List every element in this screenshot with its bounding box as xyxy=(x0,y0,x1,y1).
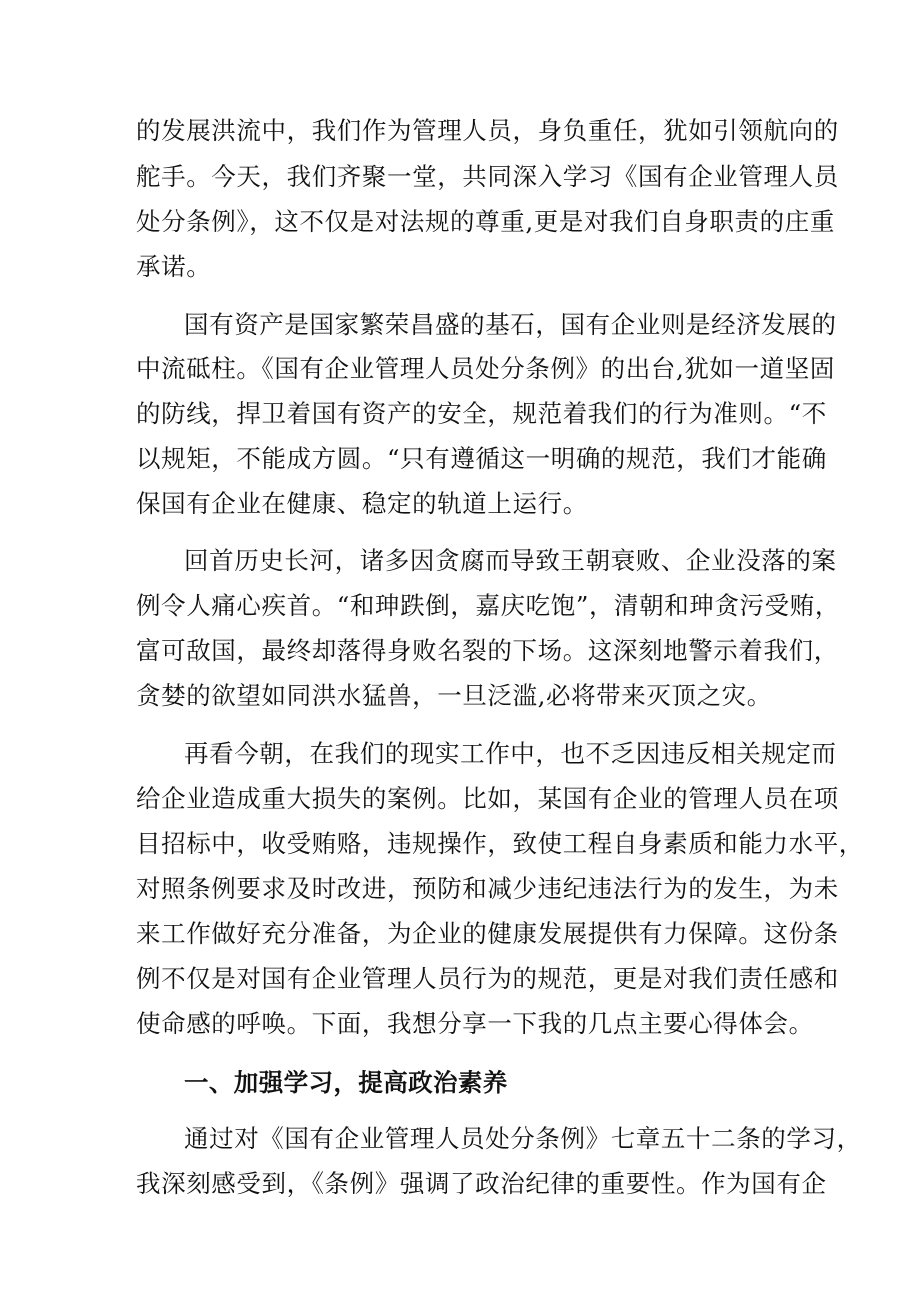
text-line: 的发展洪流中，我们作为管理人员，身负重任，犹如引领航向的 xyxy=(136,116,839,145)
text-line: 我深刻感受到，《条例》强调了政治纪律的重要性。作为国有企 xyxy=(136,1169,827,1198)
text-line: 富可敌国，最终却落得身败名裂的下场。这深刻地警示着我们， xyxy=(136,636,839,665)
text-line: 保国有企业在健康、稳定的轨道上运行。 xyxy=(136,489,588,518)
text-line: 贪婪的欲望如同洪水猛兽，一旦泛滥,必将带来灭顶之灾。 xyxy=(136,681,772,710)
text-line: 处分条例》，这不仅是对法规的尊重,更是对我们自身职责的庄重 xyxy=(136,207,835,236)
text-line: 例不仅是对国有企业管理人员行为的规范，更是对我们责任感和 xyxy=(136,964,839,993)
text-line: 回首历史长河，诸多因贪腐而导致王朝衰败、企业没落的案 xyxy=(184,546,837,575)
text-line: 给企业造成重大损失的案例。比如，某国有企业的管理人员在项 xyxy=(136,784,839,813)
text-line: 舵手。今天，我们齐聚一堂，共同深入学习《国有企业管理人员 xyxy=(136,162,839,191)
text-line: 来工作做好充分准备，为企业的健康发展提供有力保障。这份条 xyxy=(136,919,839,948)
text-line: 使命感的呼唤。下面，我想分享一下我的几点主要心得体会。 xyxy=(136,1009,814,1038)
text-line: 国有资产是国家繁荣昌盛的基石，国有企业则是经济发展的 xyxy=(184,310,837,339)
text-line: 的防线，捍卫着国有资产的安全，规范着我们的行为准则。“不 xyxy=(136,399,827,428)
text-line: 通过对《国有企业管理人员处分条例》七章五十二条的学习， xyxy=(184,1124,862,1153)
text-line: 目招标中，收受贿赂，违规操作，致使工程自身素质和能力水平， xyxy=(136,829,864,858)
text-line: 中流砥柱。《国有企业管理人员处分条例》的出台,犹如一道坚固 xyxy=(136,354,835,383)
text-line: 承诺。 xyxy=(136,252,212,281)
section-heading: 一、加强学习，提高政治素养 xyxy=(184,1068,508,1097)
text-line: 对照条例要求及时改进，预防和减少违纪违法行为的发生，为未 xyxy=(136,874,839,903)
text-line: 以规矩，不能成方圆。“只有遵循这一明确的规范，我们才能确 xyxy=(136,444,827,473)
text-line: 例令人痛心疾首。“和珅跌倒，嘉庆吃饱”，清朝和珅贪污受贿， xyxy=(136,591,840,620)
text-line: 再看今朝，在我们的现实工作中，也不乏因违反相关规定而 xyxy=(184,739,837,768)
